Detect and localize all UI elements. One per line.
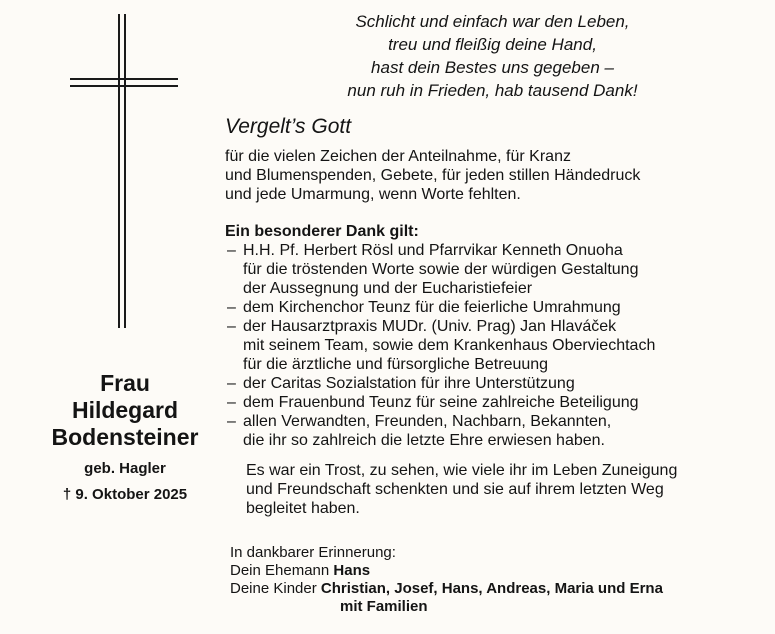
signoff-children (230, 580, 663, 598)
deceased-last-name: Bodensteiner (51, 424, 199, 450)
special-thanks-heading: Ein besonderer Dank gilt: (225, 223, 419, 240)
comfort-line: begleitet haben. (246, 500, 360, 517)
husband-name: Hans (333, 562, 371, 579)
signoff (230, 544, 663, 616)
intro-paragraph (225, 147, 640, 204)
children-suffix: mit Familien (340, 598, 428, 615)
signoff-intro: In dankbarer Erinnerung: (230, 544, 396, 561)
deceased-first-name: Hildegard (71, 397, 179, 423)
intro-line: und jede Umarmung, wenn Worte fehlten. (225, 186, 521, 203)
poem-line: Schlicht und einfach war den Leben, (355, 12, 630, 31)
comfort-paragraph (246, 461, 677, 518)
comfort-line: und Freundschaft schenkten und sie auf ihrem letzten Weg (246, 481, 664, 498)
list-item: – dem Kirchenchor Teunz für die feierliche Umrahmung (225, 298, 655, 317)
thanks-heading: Vergelt’s Gott (225, 115, 352, 138)
children-prefix: Deine Kinder (230, 580, 317, 597)
signoff-families (230, 598, 663, 616)
list-item: – H.H. Pf. Herbert Rösl und Pfarrvikar Kenneth Onuoha für die tröstenden Worte sowie der würdigen Gestaltung der Aussegnung und der Eucharistiefeier (225, 241, 655, 298)
children-names: Christian, Josef, Hans, Andreas, Maria und Erna (320, 580, 663, 597)
list-item: – allen Verwandten, Freunden, Nachbarn, Bekannten, die ihr so zahlreich die letzte Ehre erwiesen haben. (225, 412, 655, 450)
cross-vertical-line (124, 14, 126, 328)
cross-vertical-line (118, 14, 120, 328)
list-item: – dem Frauenbund Teunz für seine zahlreiche Beteiligung (225, 393, 655, 412)
poem (285, 10, 700, 102)
list-item: – der Hausarztpraxis MUDr. (Univ. Prag) Jan Hlaváček mit seinem Team, sowie dem Krankenhaus Oberviechtach für die ärztliche und fürsorgliche Betreuung (225, 317, 655, 374)
comfort-line: Es war ein Trost, zu sehen, wie viele ihr im Leben Zuneigung (246, 462, 678, 479)
death-date: † 9. Oktober 2025 (62, 486, 188, 503)
cross-horizontal-line (70, 85, 178, 87)
cross-horizontal-line (70, 78, 178, 80)
special-thanks-list (225, 241, 655, 450)
list-item: – der Caritas Sozialstation für ihre Unterstützung (225, 374, 655, 393)
husband-prefix: Dein Ehemann (230, 562, 330, 579)
deceased-block (30, 370, 220, 503)
poem-line: nun ruh in Frieden, hab tausend Dank! (347, 81, 638, 100)
born-name: geb. Hagler (84, 460, 166, 477)
intro-line: und Blumenspenden, Gebete, für jeden stillen Händedruck (225, 167, 641, 184)
intro-line: für die vielen Zeichen der Anteilnahme, für Kranz (225, 148, 571, 165)
signoff-husband (230, 562, 663, 580)
poem-line: hast dein Bestes uns gegeben – (371, 58, 614, 77)
deceased-title: Frau (100, 370, 150, 396)
poem-line: treu und fleißig deine Hand, (388, 35, 597, 54)
